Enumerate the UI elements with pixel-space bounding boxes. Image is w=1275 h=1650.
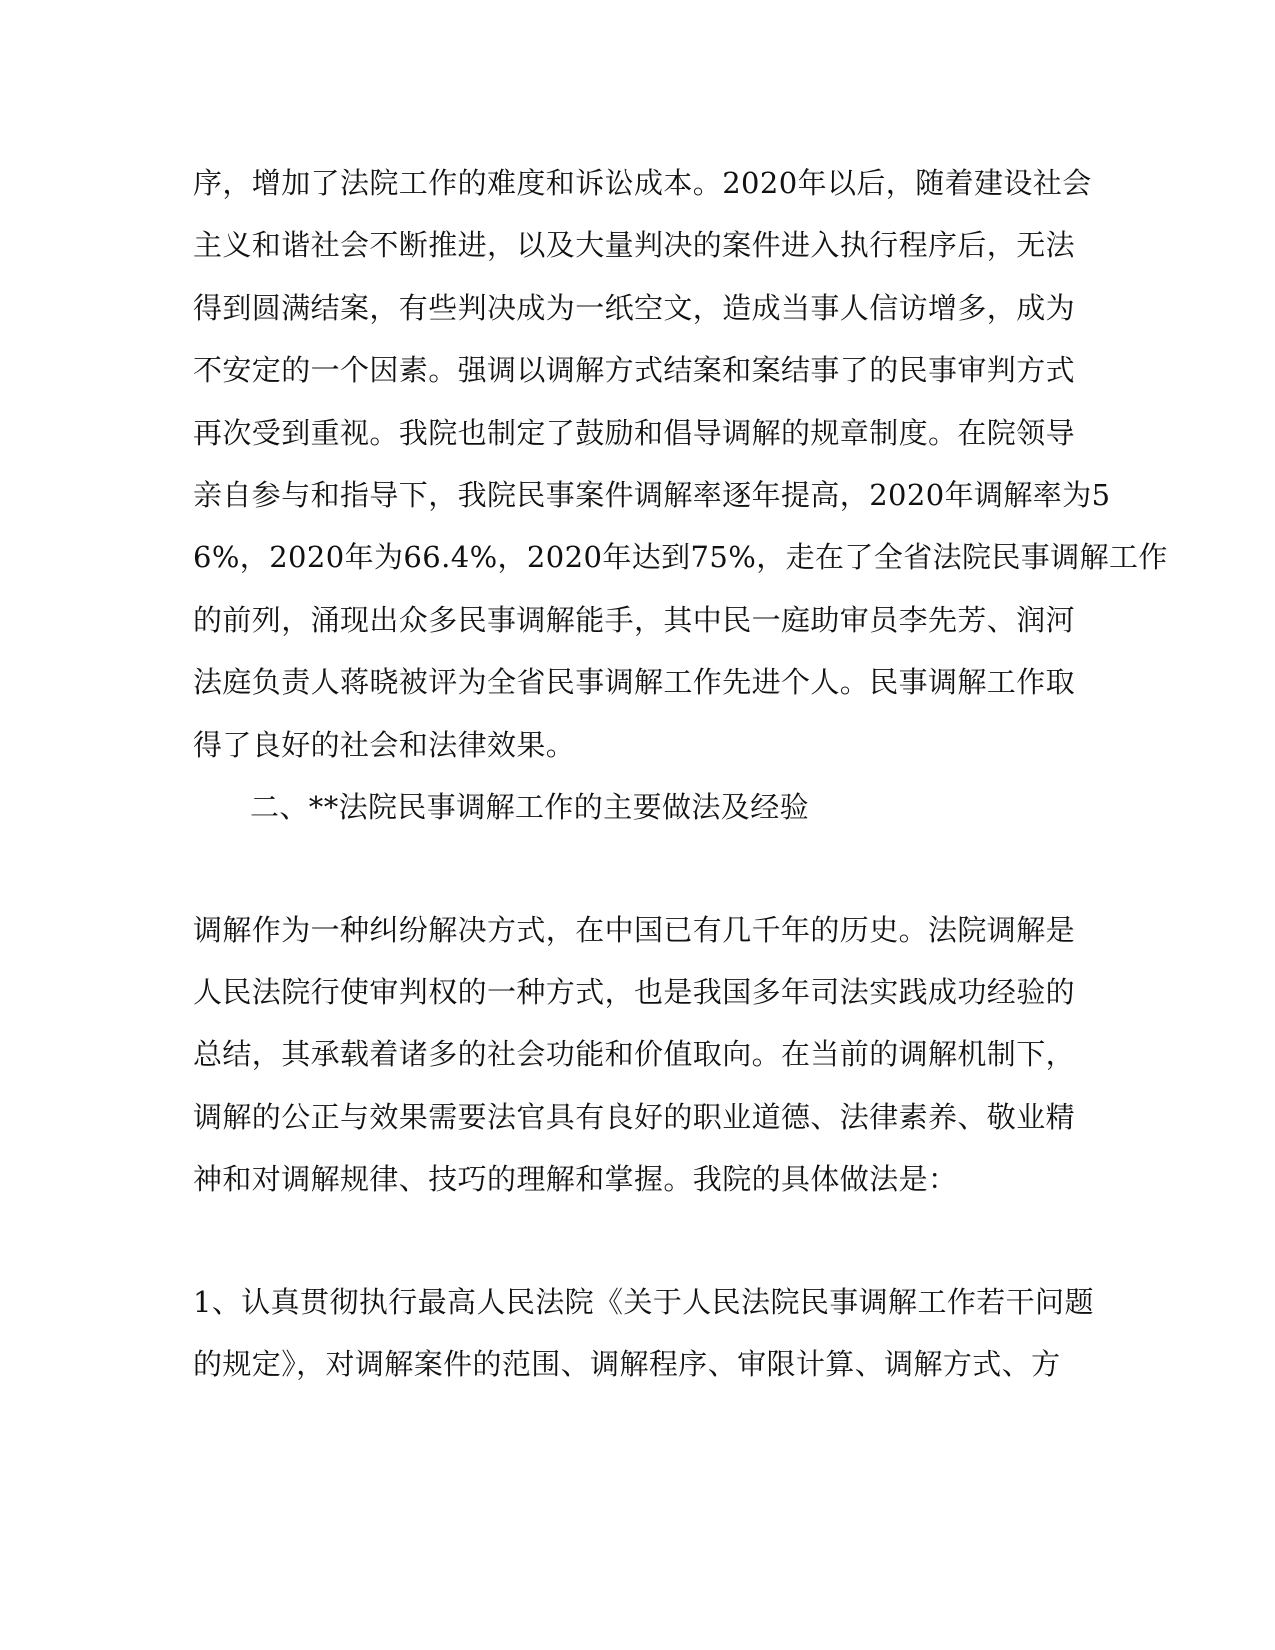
text-line: 的规定》，对调解案件的范围、调解程序、审限计算、调解方式、方 xyxy=(193,1347,1061,1381)
text-line: 法庭负责人蒋晓被评为全省民事调解工作先进个人。民事调解工作取 xyxy=(193,665,1076,699)
text-line: 序，增加了法院工作的难度和诉讼成本。2020年以后，随着建设社会 xyxy=(193,166,1092,200)
text-line: 再次受到重视。我院也制定了鼓励和倡导调解的规章制度。在院领导 xyxy=(193,416,1076,450)
section-heading: 二、**法院民事调解工作的主要做法及经验 xyxy=(250,790,810,824)
text-line: 调解作为一种纠纷解决方式，在中国已有几千年的历史。法院调解是 xyxy=(193,913,1076,947)
text-line: 1、认真贯彻执行最高人民法院《关于人民法院民事调解工作若干问题 xyxy=(193,1285,1094,1319)
text-line: 神和对调解规律、技巧的理解和掌握。我院的具体做法是： xyxy=(193,1162,958,1196)
text-line: 得到圆满结案，有些判决成为一纸空文，造成当事人信访增多，成为 xyxy=(193,291,1076,325)
text-line: 总结，其承载着诸多的社会功能和价值取向。在当前的调解机制下， xyxy=(193,1037,1076,1071)
text-line: 亲自参与和指导下，我院民事案件调解率逐年提高，2020年调解率为5 xyxy=(193,478,1111,512)
text-line: 的前列，涌现出众多民事调解能手，其中民一庭助审员李先芳、润河 xyxy=(193,603,1076,637)
text-line: 不安定的一个因素。强调以调解方式结案和案结事了的民事审判方式 xyxy=(193,353,1076,387)
text-line: 调解的公正与效果需要法官具有良好的职业道德、法律素养、敬业精 xyxy=(193,1100,1076,1134)
text-line: 6%，2020年为66.4%，2020年达到75%，走在了全省法院民事调解工作 xyxy=(193,540,1168,574)
text-line: 主义和谐社会不断推进，以及大量判决的案件进入执行程序后，无法 xyxy=(193,228,1076,262)
text-line: 人民法院行使审判权的一种方式，也是我国多年司法实践成功经验的 xyxy=(193,975,1076,1009)
text-line: 得了良好的社会和法律效果。 xyxy=(193,728,576,762)
